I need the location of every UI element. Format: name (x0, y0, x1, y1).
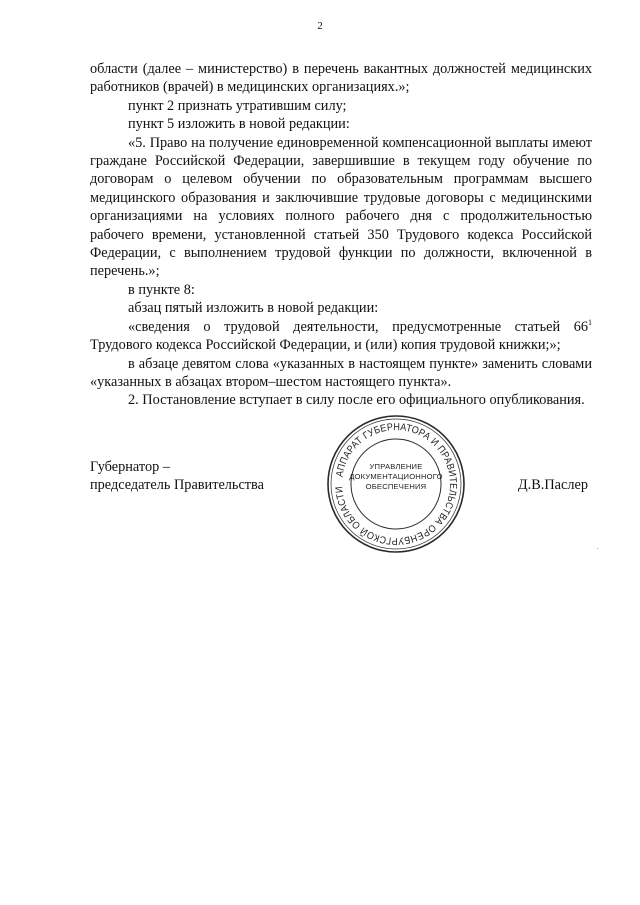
signatory-name: Д.В.Паслер (517, 477, 588, 493)
paragraph-subitem-9: в абзаце девятом слова «указанных в настоящем пункте» заменить словами «указанных в абзацах втором–шестом настоящего пункта». (90, 355, 592, 390)
stamp-center-text (346, 462, 446, 492)
stamp-center-line-1: УПРАВЛЕНИЕ (369, 462, 423, 471)
stamp-center-line-3: ОБЕСПЕЧЕНИЯ (365, 482, 427, 491)
paragraph-continuation: области (далее – министерство) в перечень вакантных должностей медицинских работников (врачей) в медицинских организациях.»; (90, 61, 592, 96)
stamp-center-line-2: ДОКУМЕНТАЦИОННОГО (349, 472, 443, 481)
paragraph-item-2: пункт 2 признать утратившим силу; (128, 97, 347, 114)
superscript: 1 (588, 317, 592, 327)
paragraph-subitem-5-text (90, 318, 592, 355)
signatory-title-line-2: председатель Правительства (90, 477, 264, 494)
document-body (90, 60, 592, 410)
paragraph-item-5-text: «5. Право на получение единовременной компенсационной выплаты имеют граждане Российской Федерации, завершившие в текущем году обучение по договорам о целевом обучении по образовательным программам высшего медицинского образования и заключившие трудовые договоры с медицинскими организациями на условиях полного рабочего дня с продолжительностью рабочего времени, установленной статьей 350 Трудового кодекса Российской Федерации, с выполнением трудовой функции по должности, включенной в перечень.»; (90, 134, 592, 280)
paragraph-text-part: Трудового кодекса Российской Федерации, и (или) копия трудовой книжки;»; (90, 337, 561, 354)
stamp-arc-text-path: АППАРАТ ГУБЕРНАТОРА И ПРАВИТЕЛЬСТВА ОРЕНБУРГСКОЙ ОБЛАСТИ (333, 421, 459, 547)
paragraph-item-8: в пункте 8: (128, 281, 195, 298)
page-number: 2 (317, 20, 323, 32)
signatory-title (90, 458, 264, 495)
official-stamp (324, 412, 468, 556)
paragraph-subitem-5: абзац пятый изложить в новой редакции: (128, 300, 379, 317)
paragraph-item-5: пункт 5 изложить в новой редакции: (128, 116, 350, 133)
scan-speck (597, 548, 598, 549)
signatory-title-line-1: Губернатор – (90, 459, 170, 475)
paragraph-text-part: «сведения о трудовой деятельности, предусмотренные статьей 66 (128, 318, 588, 335)
paragraph-entry-into-force: 2. Постановление вступает в силу после его официального опубликования. (128, 392, 585, 409)
